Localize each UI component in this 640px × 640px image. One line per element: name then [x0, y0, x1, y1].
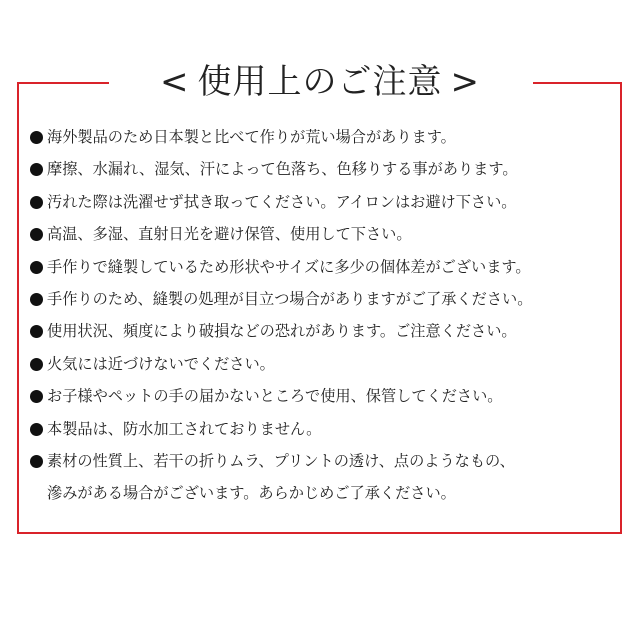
- notice-text: お子様やペットの手の届かないところで使用、保管してください。: [47, 387, 503, 406]
- notice-text: 手作りで縫製しているため形状やサイズに多少の個体差がございます。: [47, 257, 531, 276]
- page-title: [0, 56, 640, 108]
- title-text: 使用上のご注意: [197, 62, 443, 102]
- bullet-icon: [30, 358, 43, 371]
- notice-list: [30, 121, 620, 510]
- notice-item: [30, 283, 620, 315]
- notice-item: [30, 315, 620, 347]
- bullet-icon: [30, 390, 43, 403]
- bullet-icon: [30, 293, 43, 306]
- notice-item: [30, 218, 620, 250]
- notice-text: 火気には近づけないでください。: [47, 354, 275, 373]
- notice-item: [30, 380, 620, 412]
- notice-item: [30, 413, 620, 445]
- notice-item: [30, 348, 620, 380]
- title-close-bracket: >: [450, 62, 480, 102]
- notice-text: 本製品は、防水加工されておりません。: [47, 419, 322, 438]
- bullet-icon: [30, 423, 43, 436]
- notice-item: [30, 153, 620, 185]
- title-open-bracket: <: [160, 62, 190, 102]
- notice-text: 海外製品のため日本製と比べて作りが荒い場合があります。: [47, 128, 456, 146]
- bullet-icon: [30, 131, 43, 144]
- notice-text: 摩擦、水漏れ、湿気、汗によって色落ち、色移りする事があります。: [47, 160, 518, 179]
- notice-item: [30, 251, 620, 283]
- bullet-icon: [30, 455, 43, 468]
- notice-item: [30, 186, 620, 218]
- notice-text: 高温、多湿、直射日光を避け保管、使用して下さい。: [47, 225, 412, 244]
- notice-item: [30, 445, 620, 477]
- notice-item: [30, 121, 620, 153]
- notice-text: 素材の性質上、若干の折りムラ、プリントの透け、点のようなもの、: [47, 451, 515, 470]
- bullet-icon: [30, 325, 43, 338]
- notice-continuation: 滲みがある場合がございます。あらかじめご了承ください。: [47, 484, 456, 503]
- notice-text: 使用状況、頻度により破損などの恐れがあります。ご注意ください。: [47, 322, 517, 341]
- notice-text: 手作りのため、縫製の処理が目立つ場合がありますがご了承ください。: [47, 289, 533, 308]
- bullet-icon: [30, 196, 43, 209]
- bullet-icon: [30, 163, 43, 176]
- bullet-icon: [30, 261, 43, 274]
- notice-text: 汚れた際は洗濯せず拭き取ってください。アイロンはお避け下さい。: [47, 192, 517, 211]
- bullet-icon: [30, 228, 43, 241]
